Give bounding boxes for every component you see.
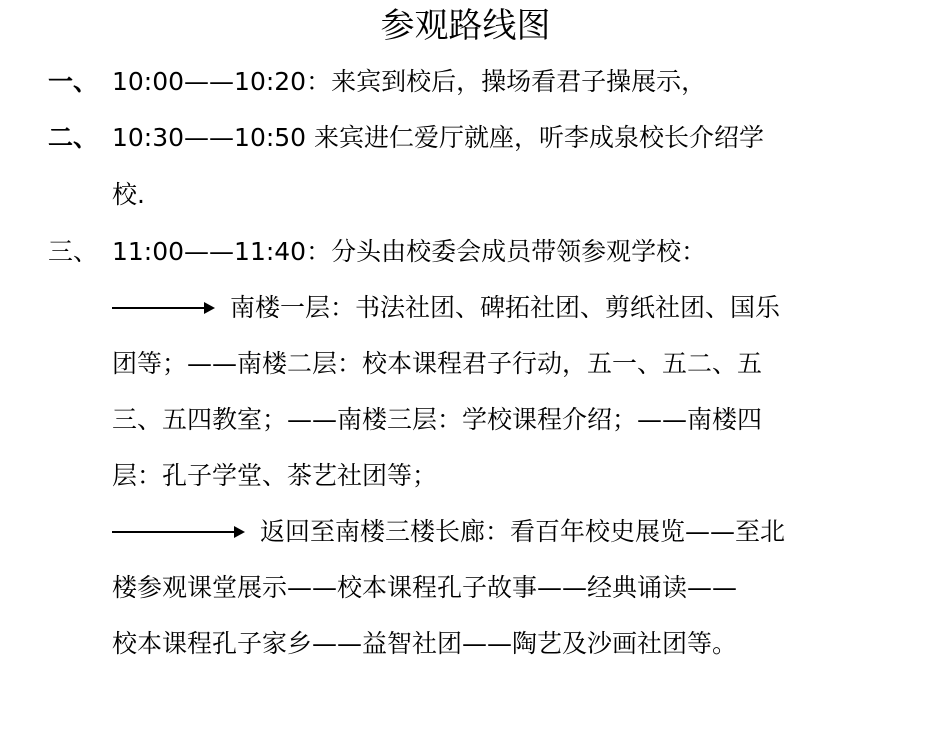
item-marker-2: 二、	[48, 123, 99, 152]
item-2-line-1: 10:30——10:50 来宾进仁爱厅就座，听李成泉校长介绍学	[112, 123, 765, 152]
item-3-line-3: 团等；——南楼二层：校本课程君子行动，五一、五二、五	[112, 349, 763, 378]
item-3-line-6: 返回至南楼三楼长廊：看百年校史展览——至北	[260, 517, 786, 546]
item-3-line-5: 层：孔子学堂、茶艺社团等；	[112, 461, 438, 490]
page-title: 参观路线图	[380, 6, 551, 46]
route-return	[112, 515, 785, 549]
item-1-line-1: 10:00——10:20：来宾到校后，操场看君子操展示，	[112, 67, 707, 96]
arrow-right-icon	[112, 291, 216, 325]
item-marker-1: 一、	[48, 67, 99, 96]
item-3-line-4: 三、五四教室；——南楼三层：学校课程介绍；——南楼四	[112, 405, 763, 434]
item-3-line-2: 南楼一层：书法社团、碑拓社团、剪纸社团、国乐	[230, 293, 781, 322]
route-south-building	[112, 291, 780, 325]
item-3-line-1: 11:00——11:40：分头由校委会成员带领参观学校：	[112, 237, 707, 266]
item-marker-3: 三、	[48, 237, 99, 266]
item-3-line-8: 校本课程孔子家乡——益智社团——陶艺及沙画社团等。	[112, 629, 738, 658]
item-2-line-2: 校.	[112, 180, 145, 209]
arrow-right-icon	[112, 515, 246, 549]
item-3-line-7: 楼参观课堂展示——校本课程孔子故事——经典诵读——	[112, 573, 738, 602]
